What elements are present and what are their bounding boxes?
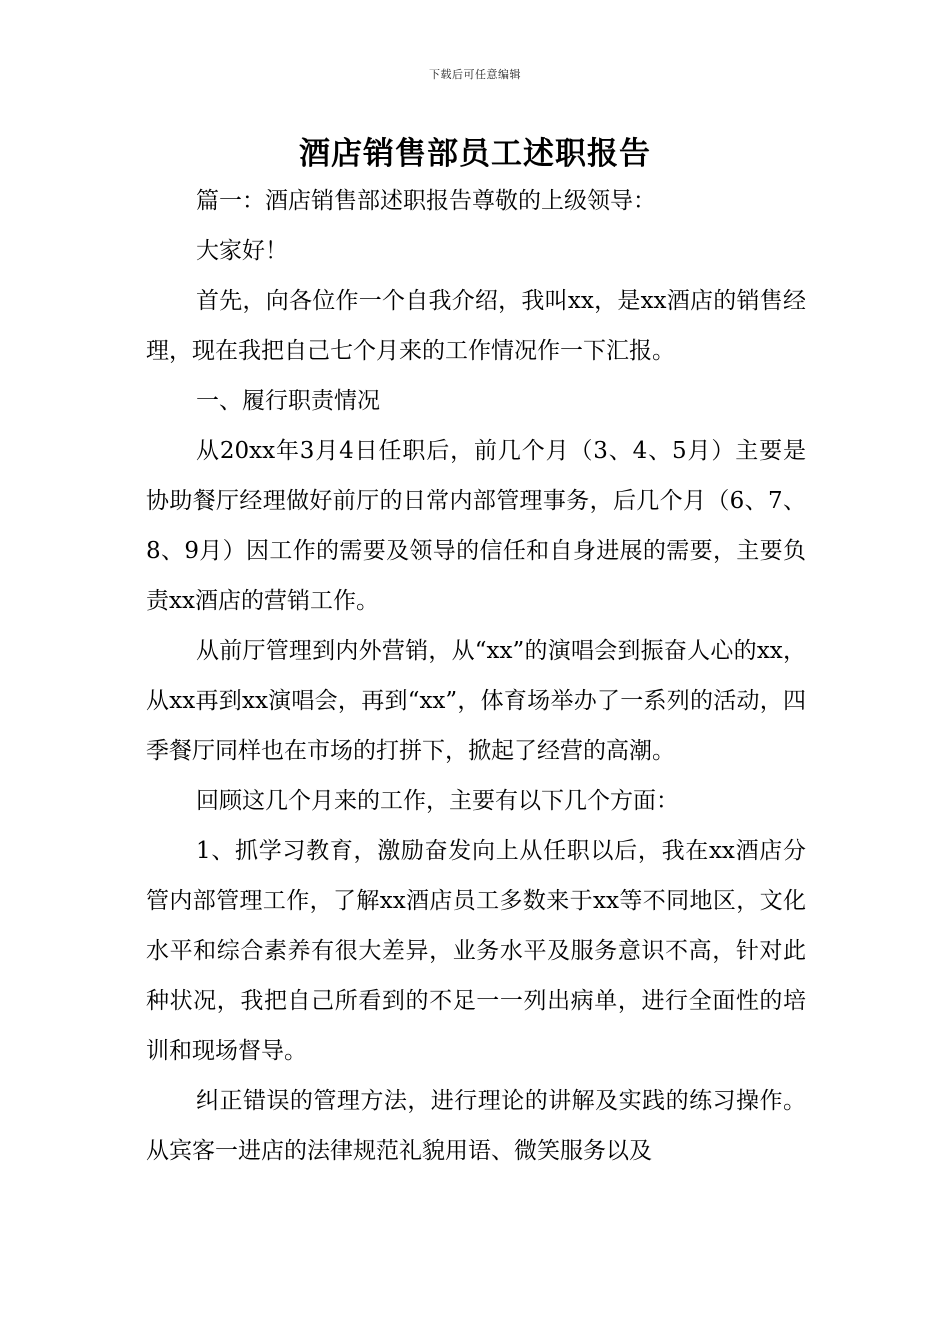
paragraph: 1、抓学习教育，激励奋发向上从任职以后，我在xx酒店分管内部管理工作，了解xx酒店员工多数来于xx等不同地区，文化水平和综合素养有很大差异，业务水平及服务意识不高，针对此种状况，我把自己所看到的不足一一列出病单，进行全面性的培训和现场督导。 — [146, 838, 806, 1064]
document-title: 酒店销售部员工述职报告 — [299, 136, 651, 172]
paragraph: 大家好！ — [196, 238, 288, 264]
paragraph: 一、履行职责情况 — [196, 388, 380, 414]
paragraph: 首先，向各位作一个自我介绍，我叫xx，是xx酒店的销售经理，现在我把自己七个月来的工作情况作一下汇报。 — [146, 288, 806, 364]
header-note: 下载后可任意编辑 — [429, 68, 521, 81]
paragraph: 篇一：酒店销售部述职报告尊敬的上级领导： — [196, 188, 656, 214]
paragraph: 从20xx年3月4日任职后，前几个月（3、4、5月）主要是协助餐厅经理做好前厅的日常内部管理事务，后几个月（6、7、8、9月）因工作的需要及领导的信任和自身进展的需要，主要负责xx酒店的营销工作。 — [146, 438, 806, 614]
document-body — [146, 176, 806, 1176]
paragraph: 回顾这几个月来的工作，主要有以下几个方面： — [196, 788, 679, 814]
paragraph: 从前厅管理到内外营销，从“xx”的演唱会到振奋人心的xx，从xx再到xx演唱会，再到“xx”，体育场举办了一系列的活动，四季餐厅同样也在市场的打拼下，掀起了经营的高潮。 — [146, 638, 806, 764]
paragraph: 纠正错误的管理方法，进行理论的讲解及实践的练习操作。从宾客一进店的法律规范礼貌用语、微笑服务以及 — [146, 1088, 806, 1164]
